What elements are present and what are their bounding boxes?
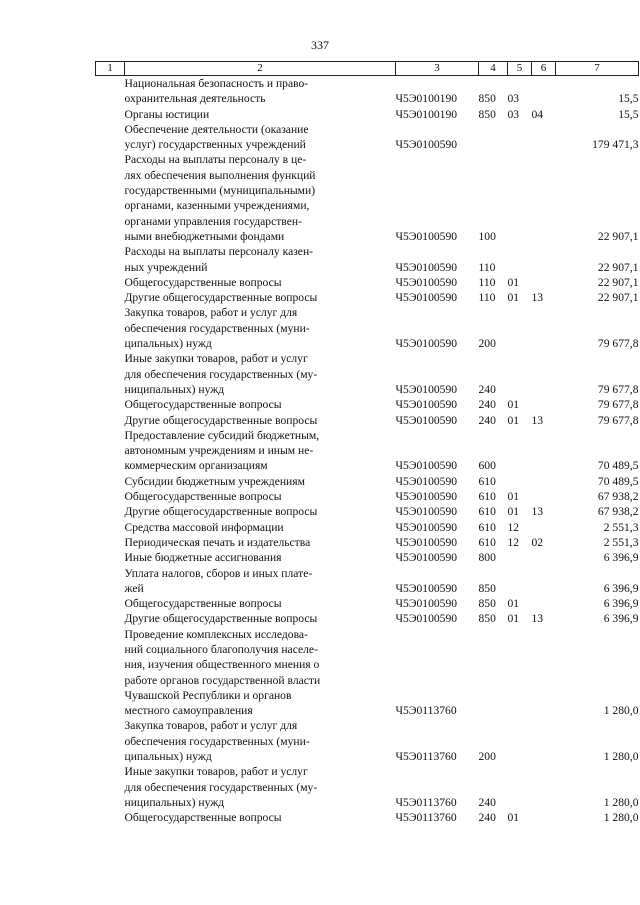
page-number: 337 bbox=[311, 38, 329, 52]
item-name-line: Средства массовой информации bbox=[124, 520, 284, 534]
section-cell bbox=[508, 244, 532, 275]
table-row bbox=[96, 76, 639, 107]
amount-cell: 15,5 bbox=[618, 92, 639, 106]
row-number-cell bbox=[96, 474, 125, 489]
item-name-cell bbox=[125, 504, 396, 519]
table-row bbox=[96, 397, 639, 412]
row-number-cell bbox=[96, 107, 125, 122]
row-number-cell bbox=[96, 504, 125, 519]
column-header: 2 bbox=[125, 62, 396, 76]
target-code-cell: Ч5Э0100590 bbox=[395, 398, 458, 412]
row-number-cell bbox=[96, 764, 125, 810]
item-name-line: Другие общегосударственные вопросы bbox=[124, 612, 318, 626]
item-name-line: лях обеспечения выполнения функций bbox=[124, 168, 316, 182]
target-code-cell: Ч5Э0100590 bbox=[395, 474, 458, 488]
expense-type-cell: 240 bbox=[478, 811, 496, 825]
subsection-cell bbox=[532, 489, 556, 504]
expense-type-cell: 110 bbox=[478, 260, 496, 274]
expense-type-cell: 610 bbox=[478, 520, 496, 534]
subsection-cell bbox=[532, 474, 556, 489]
item-name-cell bbox=[125, 474, 396, 489]
section-cell: 01 bbox=[507, 490, 520, 504]
item-name-cell bbox=[125, 489, 396, 504]
expense-type-cell: 600 bbox=[478, 459, 496, 473]
item-name-cell bbox=[125, 810, 396, 825]
row-number-cell bbox=[96, 351, 125, 397]
item-name-cell bbox=[125, 413, 396, 428]
row-number-cell bbox=[96, 244, 125, 275]
amount-cell: 6 396,9 bbox=[603, 551, 639, 565]
item-name-cell bbox=[125, 397, 396, 412]
subsection-cell bbox=[532, 550, 556, 565]
item-name-line: обеспечения государственных (муни- bbox=[124, 734, 310, 748]
subsection-cell: 13 bbox=[531, 505, 544, 519]
item-name-line: Закупка товаров, работ и услуг для bbox=[124, 306, 298, 320]
item-name-line: ния, изучения общественного мнения о bbox=[124, 658, 320, 672]
expense-type-cell: 610 bbox=[478, 535, 496, 549]
row-number-cell bbox=[96, 76, 125, 107]
section-cell bbox=[508, 351, 532, 397]
target-code-cell: Ч5Э0100590 bbox=[395, 551, 458, 565]
item-name-line: Расходы на выплаты персоналу в це- bbox=[124, 153, 307, 167]
subsection-cell bbox=[532, 627, 556, 719]
target-code-cell: Ч5Э0100590 bbox=[395, 535, 458, 549]
table-row bbox=[96, 122, 639, 153]
expense-type-cell: 200 bbox=[478, 337, 496, 351]
amount-cell: 15,5 bbox=[618, 107, 639, 121]
item-name-cell bbox=[125, 718, 396, 764]
column-header: 7 bbox=[556, 62, 639, 76]
subsection-cell: 02 bbox=[531, 535, 544, 549]
table-row bbox=[96, 611, 639, 626]
table-row bbox=[96, 107, 639, 122]
amount-cell: 70 489,5 bbox=[597, 474, 639, 488]
amount-cell: 6 396,9 bbox=[603, 612, 639, 626]
target-code-cell: Ч5Э0100590 bbox=[395, 581, 458, 595]
table-row bbox=[96, 535, 639, 550]
expense-type-cell: 240 bbox=[478, 795, 496, 809]
item-name-line: Другие общегосударственные вопросы bbox=[124, 291, 318, 305]
item-name-line: Общегосударственные вопросы bbox=[124, 275, 282, 289]
target-code-cell: Ч5Э0113760 bbox=[395, 795, 457, 809]
table-row bbox=[96, 596, 639, 611]
target-code-cell: Ч5Э0100590 bbox=[395, 505, 458, 519]
amount-cell: 6 396,9 bbox=[603, 581, 639, 595]
expense-type-cell: 610 bbox=[478, 474, 496, 488]
item-name-line: охранительная деятельность bbox=[124, 92, 266, 106]
table-row bbox=[96, 764, 639, 810]
item-name-line: работе органов государственной власти bbox=[124, 673, 321, 687]
item-name-cell bbox=[125, 275, 396, 290]
expense-type-cell: 110 bbox=[478, 275, 496, 289]
table-row bbox=[96, 566, 639, 597]
target-code-cell: Ч5Э0100590 bbox=[395, 520, 458, 534]
item-name-cell bbox=[125, 627, 396, 719]
subsection-cell bbox=[532, 764, 556, 810]
amount-cell: 67 938,2 bbox=[597, 505, 639, 519]
section-cell bbox=[508, 122, 532, 153]
item-name-cell bbox=[125, 520, 396, 535]
section-cell: 12 bbox=[507, 520, 520, 534]
column-header: 4 bbox=[479, 62, 508, 76]
row-number-cell bbox=[96, 566, 125, 597]
item-name-cell bbox=[125, 244, 396, 275]
row-number-cell bbox=[96, 122, 125, 153]
expense-type-cell bbox=[479, 122, 508, 153]
row-number-cell bbox=[96, 520, 125, 535]
amount-cell: 79 677,8 bbox=[597, 398, 639, 412]
item-name-line: Расходы на выплаты персоналу казен- bbox=[124, 245, 314, 259]
target-code-cell: Ч5Э0100190 bbox=[395, 107, 458, 121]
target-code-cell: Ч5Э0113760 bbox=[395, 704, 457, 718]
target-code-cell: Ч5Э0100590 bbox=[395, 382, 458, 396]
amount-cell: 22 907,1 bbox=[597, 275, 639, 289]
item-name-line: Другие общегосударственные вопросы bbox=[124, 505, 318, 519]
section-cell: 01 bbox=[507, 811, 520, 825]
item-name-line: органами, казенными учреждениями, bbox=[124, 199, 310, 213]
item-name-cell bbox=[125, 550, 396, 565]
item-name-line: Другие общегосударственные вопросы bbox=[124, 413, 318, 427]
row-number-cell bbox=[96, 290, 125, 305]
row-number-cell bbox=[96, 627, 125, 719]
item-name-line: Предоставление субсидий бюджетным, bbox=[124, 428, 320, 442]
expense-type-cell: 240 bbox=[478, 398, 496, 412]
row-number-cell bbox=[96, 305, 125, 351]
section-cell: 01 bbox=[507, 597, 520, 611]
table-row bbox=[96, 474, 639, 489]
item-name-line: органами управления государствен- bbox=[124, 214, 302, 228]
amount-cell: 22 907,1 bbox=[597, 291, 639, 305]
subsection-cell: 13 bbox=[531, 413, 544, 427]
row-number-cell bbox=[96, 550, 125, 565]
item-name-line: для обеспечения государственных (му- bbox=[124, 780, 318, 794]
item-name-line: для обеспечения государственных (му- bbox=[124, 367, 318, 381]
subsection-cell bbox=[532, 305, 556, 351]
row-number-cell bbox=[96, 413, 125, 428]
item-name-line: Органы юстиции bbox=[124, 107, 210, 121]
amount-cell: 2 551,3 bbox=[603, 520, 639, 534]
column-header: 3 bbox=[396, 62, 479, 76]
section-cell: 01 bbox=[507, 413, 520, 427]
amount-cell: 79 677,8 bbox=[597, 413, 639, 427]
row-number-cell bbox=[96, 611, 125, 626]
section-cell bbox=[508, 550, 532, 565]
target-code-cell: Ч5Э0100590 bbox=[395, 597, 458, 611]
amount-cell: 67 938,2 bbox=[597, 490, 639, 504]
item-name-line: Общегосударственные вопросы bbox=[124, 398, 282, 412]
item-name-cell bbox=[125, 611, 396, 626]
target-code-cell: Ч5Э0113760 bbox=[395, 811, 457, 825]
subsection-cell bbox=[532, 397, 556, 412]
expense-type-cell: 200 bbox=[478, 750, 496, 764]
item-name-line: местного самоуправления bbox=[124, 704, 253, 718]
expense-type-cell: 850 bbox=[478, 107, 496, 121]
section-cell bbox=[508, 764, 532, 810]
item-name-cell bbox=[125, 152, 396, 244]
row-number-cell bbox=[96, 152, 125, 244]
subsection-cell: 04 bbox=[531, 107, 544, 121]
item-name-line: ными внебюджетными фондами bbox=[124, 229, 285, 243]
section-cell bbox=[508, 474, 532, 489]
target-code-cell: Ч5Э0113760 bbox=[395, 750, 457, 764]
table-row bbox=[96, 351, 639, 397]
expense-type-cell: 110 bbox=[478, 291, 496, 305]
amount-cell: 6 396,9 bbox=[603, 597, 639, 611]
expense-type-cell bbox=[479, 627, 508, 719]
table-row bbox=[96, 520, 639, 535]
expense-type-cell: 610 bbox=[478, 490, 496, 504]
subsection-cell bbox=[532, 428, 556, 474]
expense-type-cell: 850 bbox=[478, 581, 496, 595]
row-number-cell bbox=[96, 428, 125, 474]
target-code-cell: Ч5Э0100590 bbox=[395, 291, 458, 305]
item-name-line: коммерческим организациям bbox=[124, 459, 268, 473]
subsection-cell bbox=[532, 566, 556, 597]
item-name-line: ципальных) нужд bbox=[124, 750, 212, 764]
table-row bbox=[96, 152, 639, 244]
subsection-cell bbox=[532, 76, 556, 107]
item-name-cell bbox=[125, 428, 396, 474]
item-name-line: ципальных) нужд bbox=[124, 337, 212, 351]
target-code-cell: Ч5Э0100590 bbox=[395, 413, 458, 427]
expense-type-cell: 800 bbox=[478, 551, 496, 565]
subsection-cell bbox=[532, 596, 556, 611]
table-row bbox=[96, 290, 639, 305]
item-name-cell bbox=[125, 107, 396, 122]
amount-cell: 2 551,3 bbox=[603, 535, 639, 549]
item-name-line: Общегосударственные вопросы bbox=[124, 597, 282, 611]
subsection-cell bbox=[532, 810, 556, 825]
section-cell bbox=[508, 566, 532, 597]
table-row bbox=[96, 550, 639, 565]
item-name-cell bbox=[125, 351, 396, 397]
target-code-cell: Ч5Э0100590 bbox=[395, 275, 458, 289]
subsection-cell: 13 bbox=[531, 612, 544, 626]
amount-cell: 1 280,0 bbox=[603, 811, 639, 825]
section-cell: 01 bbox=[507, 398, 520, 412]
row-number-cell bbox=[96, 810, 125, 825]
table-header-row bbox=[96, 62, 639, 76]
item-name-line: Уплата налогов, сборов и иных плате- bbox=[124, 566, 313, 580]
expense-type-cell: 100 bbox=[478, 229, 496, 243]
budget-table bbox=[95, 61, 639, 826]
section-cell bbox=[508, 718, 532, 764]
row-number-cell bbox=[96, 275, 125, 290]
subsection-cell bbox=[532, 122, 556, 153]
target-code-cell: Ч5Э0100590 bbox=[395, 229, 458, 243]
target-code-cell: Ч5Э0100590 bbox=[395, 260, 458, 274]
item-name-line: жей bbox=[124, 581, 144, 595]
item-name-cell bbox=[125, 122, 396, 153]
item-name-line: Иные закупки товаров, работ и услуг bbox=[124, 765, 308, 779]
target-code-cell: Ч5Э0100590 bbox=[395, 612, 458, 626]
subsection-cell: 13 bbox=[531, 291, 544, 305]
item-name-line: Иные закупки товаров, работ и услуг bbox=[124, 352, 308, 366]
item-name-line: обеспечения государственных (муни- bbox=[124, 321, 310, 335]
amount-cell: 22 907,1 bbox=[597, 260, 639, 274]
amount-cell: 22 907,1 bbox=[597, 229, 639, 243]
subsection-cell bbox=[532, 275, 556, 290]
item-name-cell bbox=[125, 76, 396, 107]
table-row bbox=[96, 244, 639, 275]
section-cell: 03 bbox=[507, 92, 520, 106]
item-name-line: ний социального благополучия населе- bbox=[124, 642, 318, 656]
table-row bbox=[96, 504, 639, 519]
item-name-line: Общегосударственные вопросы bbox=[124, 811, 282, 825]
table-row bbox=[96, 489, 639, 504]
target-code-cell: Ч5Э0100590 bbox=[395, 459, 458, 473]
item-name-line: ниципальных) нужд bbox=[124, 382, 225, 396]
amount-cell: 1 280,0 bbox=[603, 704, 639, 718]
table-body bbox=[96, 76, 639, 826]
item-name-cell bbox=[125, 305, 396, 351]
column-header: 5 bbox=[508, 62, 532, 76]
item-name-cell bbox=[125, 566, 396, 597]
expense-type-cell: 850 bbox=[478, 612, 496, 626]
expense-type-cell: 850 bbox=[478, 597, 496, 611]
item-name-line: Периодическая печать и издательства bbox=[124, 535, 311, 549]
item-name-line: Общегосударственные вопросы bbox=[124, 490, 282, 504]
expense-type-cell: 850 bbox=[478, 92, 496, 106]
target-code-cell: Ч5Э0100190 bbox=[395, 92, 458, 106]
row-number-cell bbox=[96, 718, 125, 764]
amount-cell: 79 677,8 bbox=[597, 337, 639, 351]
section-cell: 01 bbox=[507, 275, 520, 289]
section-cell bbox=[508, 305, 532, 351]
subsection-cell bbox=[532, 718, 556, 764]
subsection-cell bbox=[532, 351, 556, 397]
item-name-line: ных учреждений bbox=[124, 260, 208, 274]
section-cell: 03 bbox=[507, 107, 520, 121]
section-cell bbox=[508, 152, 532, 244]
expense-type-cell: 240 bbox=[478, 413, 496, 427]
item-name-line: Закупка товаров, работ и услуг для bbox=[124, 719, 298, 733]
section-cell: 01 bbox=[507, 505, 520, 519]
item-name-line: автономным учреждениям и иным не- bbox=[124, 444, 314, 458]
item-name-line: Проведение комплексных исследова- bbox=[124, 627, 308, 641]
expense-type-cell: 610 bbox=[478, 505, 496, 519]
table-row bbox=[96, 718, 639, 764]
section-cell: 01 bbox=[507, 291, 520, 305]
amount-cell: 1 280,0 bbox=[603, 795, 639, 809]
section-cell: 12 bbox=[507, 535, 520, 549]
table-row bbox=[96, 305, 639, 351]
section-cell: 01 bbox=[507, 612, 520, 626]
target-code-cell: Ч5Э0100590 bbox=[395, 337, 458, 351]
item-name-line: Иные бюджетные ассигнования bbox=[124, 551, 282, 565]
row-number-cell bbox=[96, 535, 125, 550]
section-cell bbox=[508, 428, 532, 474]
row-number-cell bbox=[96, 489, 125, 504]
table-row bbox=[96, 428, 639, 474]
item-name-line: Чувашской Республики и органов bbox=[124, 688, 292, 702]
target-code-cell: Ч5Э0100590 bbox=[395, 490, 458, 504]
table-row bbox=[96, 413, 639, 428]
item-name-cell bbox=[125, 764, 396, 810]
table-row bbox=[96, 810, 639, 825]
item-name-line: Национальная безопасность и право- bbox=[124, 77, 309, 90]
subsection-cell bbox=[532, 152, 556, 244]
table-row bbox=[96, 275, 639, 290]
table-row bbox=[96, 627, 639, 719]
item-name-line: услуг) государственных учреждений bbox=[124, 138, 306, 152]
item-name-line: Субсидии бюджетным учреждениям bbox=[124, 474, 305, 488]
subsection-cell bbox=[532, 520, 556, 535]
amount-cell: 70 489,5 bbox=[597, 459, 639, 473]
row-number-cell bbox=[96, 397, 125, 412]
target-code-cell: Ч5Э0100590 bbox=[395, 138, 458, 152]
row-number-cell bbox=[96, 596, 125, 611]
column-header: 1 bbox=[96, 62, 125, 76]
amount-cell: 79 677,8 bbox=[597, 382, 639, 396]
column-header: 6 bbox=[532, 62, 556, 76]
item-name-cell bbox=[125, 535, 396, 550]
expense-type-cell: 240 bbox=[478, 382, 496, 396]
item-name-line: ниципальных) нужд bbox=[124, 795, 225, 809]
item-name-cell bbox=[125, 290, 396, 305]
subsection-cell bbox=[532, 244, 556, 275]
section-cell bbox=[508, 627, 532, 719]
item-name-cell bbox=[125, 596, 396, 611]
amount-cell: 1 280,0 bbox=[603, 750, 639, 764]
item-name-line: Обеспечение деятельности (оказание bbox=[124, 122, 309, 136]
item-name-line: государственными (муниципальными) bbox=[124, 184, 316, 198]
amount-cell: 179 471,3 bbox=[592, 138, 639, 152]
